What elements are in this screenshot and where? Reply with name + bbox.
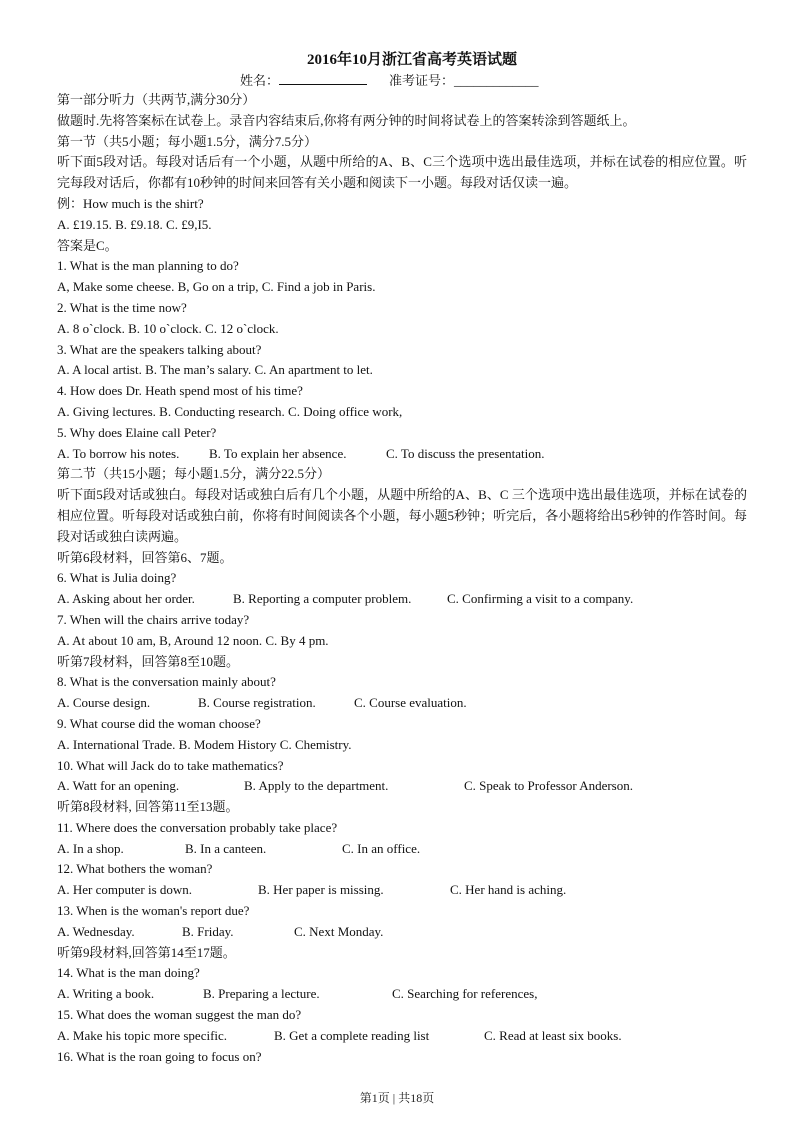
option-c: C. Confirming a visit to a company.: [447, 591, 634, 607]
question-9: 9. What course did the woman choose?: [57, 715, 261, 731]
part1-note: 做题时.先将答案标在试卷上。录音内容结束后,你将有两分钟的时间将试卷上的答案转涂到答题纸上。: [57, 112, 636, 128]
question-7-options: A. At about 10 am, B, Around 12 noon. C. By 4 pm.: [57, 632, 329, 648]
question-13-options: [57, 922, 747, 943]
question-10: 10. What will Jack do to take mathematics?: [57, 757, 284, 773]
question-6-options: [57, 589, 747, 610]
option-a: A. Wednesday.: [57, 923, 135, 939]
material-6-heading: 听第6段材料，回答第6、7题。: [57, 549, 233, 565]
question-11-options: [57, 839, 747, 860]
option-c: C. Searching for references,: [392, 986, 538, 1002]
name-label: 姓名：: [240, 73, 280, 88]
footer-page-suffix: 页: [422, 1091, 435, 1105]
section1-instructions: 听下面5段对话。每段对话后有一个小题，从题中所给的A、B、C三个选项中选出最佳选项，并标在试卷的相应位置。听完每段对话后，你都有10秒钟的时间来回答有关小题和阅读下一小题。每段对话仅读一遍。: [57, 154, 747, 191]
name-id-row: [57, 70, 747, 90]
question-8: 8. What is the conversation mainly about?: [57, 674, 276, 690]
option-c: C. Speak to Professor Anderson.: [464, 778, 633, 794]
option-b: B. In a canteen.: [185, 840, 267, 856]
material-9-heading: 听第9段材料,回答第14至17题。: [57, 944, 236, 960]
section1-heading: 第一节（共5小题；每小题1.5分，满分7.5分）: [57, 133, 318, 149]
section2-heading: 第二节（共15小题；每小题1.5分，满分22.5分）: [57, 466, 331, 482]
exam-page: [57, 50, 747, 1067]
question-5-options: [57, 444, 747, 465]
page-title: 2016年10月浙江省高考英语试题: [306, 52, 517, 68]
question-12: 12. What bothers the woman?: [57, 861, 213, 877]
option-b: B. Course registration.: [198, 695, 316, 711]
footer-page-number: 1: [371, 1091, 378, 1105]
question-5: 5. Why does Elaine call Peter?: [57, 424, 217, 440]
option-a: A. Asking about her order.: [57, 591, 195, 607]
footer-page-prefix: 第: [359, 1091, 372, 1105]
question-4: 4. How does Dr. Heath spend most of his time?: [57, 383, 303, 399]
question-4-options: A. Giving lectures. B. Conducting research. C. Doing office work,: [57, 403, 403, 419]
footer-page-mid: 页 | 共: [377, 1091, 411, 1105]
option-b: B. Get a complete reading list: [274, 1027, 430, 1043]
question-16: 16. What is the roan going to focus on?: [57, 1048, 262, 1064]
example-options: A. £19.15. B. £9.18. C. £9,I5.: [57, 216, 212, 232]
material-7-heading: 听第7段材料，回答第8至10题。: [57, 653, 240, 669]
id-label: 准考证号：: [389, 73, 455, 88]
option-c: C. Next Monday.: [294, 923, 384, 939]
question-15: 15. What does the woman suggest the man do?: [57, 1007, 302, 1023]
question-11: 11. Where does the conversation probably take place?: [57, 819, 338, 835]
option-a: A. Make his topic more specific.: [57, 1027, 228, 1043]
option-b: B. Apply to the department.: [244, 778, 389, 794]
option-a: A. To borrow his notes.: [57, 445, 180, 461]
question-6: 6. What is Julia doing?: [57, 570, 177, 586]
option-c: C. In an office.: [342, 840, 421, 856]
question-12-options: [57, 880, 747, 901]
material-8-heading: 听第8段材料, 回答第11至13题。: [57, 799, 239, 815]
option-a: A. Watt for an opening.: [57, 778, 180, 794]
option-a: A. Writing a book.: [57, 986, 155, 1002]
question-15-options: [57, 1026, 747, 1047]
option-a: A. In a shop.: [57, 840, 124, 856]
option-b: B. Reporting a computer problem.: [233, 591, 412, 607]
question-7: 7. When will the chairs arrive today?: [57, 611, 250, 627]
option-a: A. Her computer is down.: [57, 882, 193, 898]
option-b: B. To explain her absence.: [209, 445, 347, 461]
question-3-options: A. A local artist. B. The man’s salary. C. An apartment to let.: [57, 362, 373, 378]
option-b: B. Her paper is missing.: [258, 882, 384, 898]
question-1-options: A, Make some cheese. B, Go on a trip, C. Find a job in Paris.: [57, 279, 376, 295]
option-a: A. Course design.: [57, 695, 151, 711]
question-8-options: [57, 693, 747, 714]
name-blank[interactable]: [279, 70, 367, 85]
option-c: C. Read at least six books.: [484, 1027, 622, 1043]
question-2: 2. What is the time now?: [57, 299, 187, 315]
id-blank[interactable]: _____________: [454, 73, 539, 88]
question-14: 14. What is the man doing?: [57, 965, 200, 981]
section2-instructions: 听下面5段对话或独白。每段对话或独白后有几个小题，从题中所给的A、B、C 三个选项中选出最佳选项，并标在试卷的相应位置。听每段对话或独白前，你将有时间阅读各个小题，每小题5秒钟；听完后，各小题将给出5秒钟的作答时间。每段对话或独白读两遍。: [57, 487, 747, 544]
example-question: 例：How much is the shirt?: [57, 195, 204, 211]
option-b: B. Preparing a lecture.: [203, 986, 320, 1002]
page-footer: [0, 1089, 794, 1106]
part1-heading: 第一部分听力（共两节,满分30分）: [57, 92, 256, 107]
option-b: B. Friday.: [182, 923, 234, 939]
question-3: 3. What are the speakers talking about?: [57, 341, 262, 357]
footer-page-total: 18: [410, 1091, 423, 1105]
example-answer: 答案是C。: [57, 237, 118, 253]
question-14-options: [57, 984, 747, 1005]
question-9-options: A. International Trade. B. Modem History C. Chemistry.: [57, 736, 352, 752]
question-1: 1. What is the man planning to do?: [57, 258, 239, 274]
question-10-options: [57, 776, 747, 797]
question-2-options: A. 8 o`clock. B. 10 o`clock. C. 12 o`clock.: [57, 320, 279, 336]
question-13: 13. When is the woman's report due?: [57, 903, 250, 919]
option-c: C. Course evaluation.: [354, 695, 467, 711]
option-c: C. To discuss the presentation.: [386, 445, 545, 461]
option-c: C. Her hand is aching.: [450, 882, 567, 898]
